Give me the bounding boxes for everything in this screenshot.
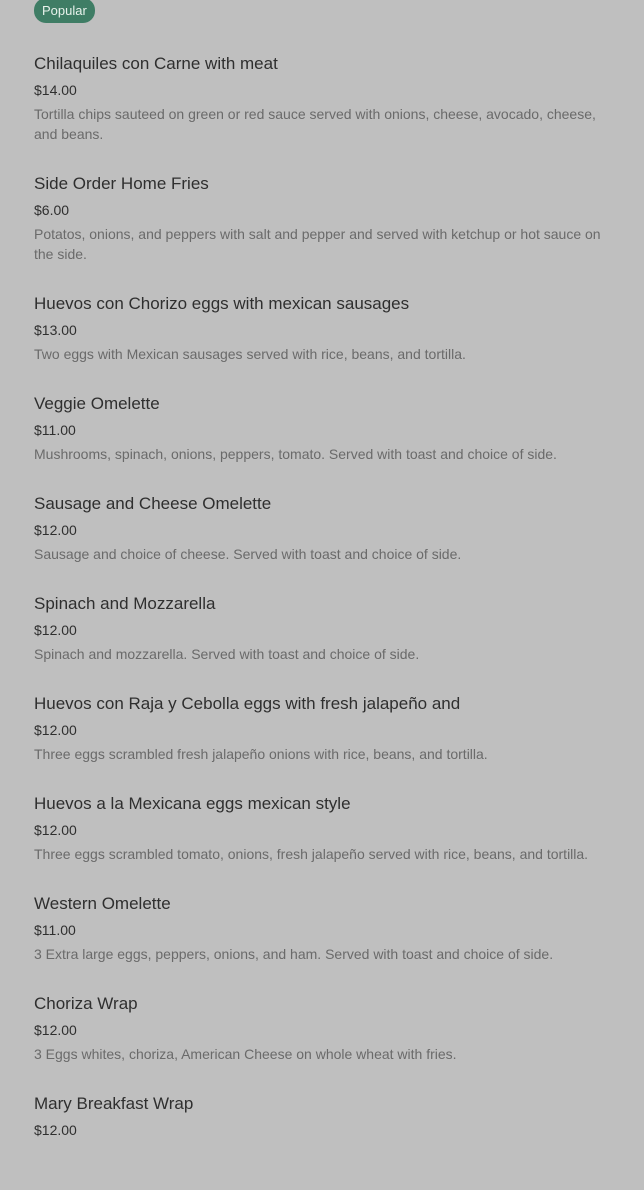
menu-item-chilaquiles[interactable]: [34, 50, 618, 170]
menu-item-price: $12.00: [34, 722, 77, 738]
menu-item-price: $12.00: [34, 1122, 77, 1138]
menu-item-name: Veggie Omelette: [34, 394, 160, 413]
menu-item-price: $11.00: [34, 922, 76, 938]
menu-item-veggie-omelette[interactable]: [34, 390, 618, 490]
menu-item-description: Mushrooms, spinach, onions, peppers, tomato. Served with toast and choice of side.: [34, 446, 557, 462]
menu-item-side-order-home-fries[interactable]: [34, 170, 618, 290]
menu-item-description: Three eggs scrambled tomato, onions, fresh jalapeño served with rice, beans, and tortilla.: [34, 846, 589, 862]
menu-item-name: Side Order Home Fries: [34, 174, 209, 193]
popular-badge: [34, 0, 95, 23]
menu-item-name: Spinach and Mozzarella: [34, 594, 216, 613]
menu-item-huevos-a-la-mexicana[interactable]: [34, 790, 618, 890]
menu-item-name: Huevos a la Mexicana eggs mexican style: [34, 794, 351, 813]
popular-badge-label: Popular: [42, 3, 87, 18]
menu-list: [34, 50, 618, 1190]
menu-item-huevos-con-chorizo[interactable]: [34, 290, 618, 390]
menu-item-name: Western Omelette: [34, 894, 171, 913]
menu-item-description: 3 Extra large eggs, peppers, onions, and ham. Served with toast and choice of side.: [34, 946, 554, 962]
menu-item-sausage-and-cheese-omelette[interactable]: [34, 490, 618, 590]
menu-item-price: $13.00: [34, 322, 77, 338]
menu-item-name: Huevos con Raja y Cebolla eggs with fresh jalapeño and: [34, 694, 461, 713]
menu-item-price: $12.00: [34, 522, 77, 538]
menu-item-price: $6.00: [34, 202, 70, 218]
menu-item-price: $14.00: [34, 82, 77, 98]
menu-item-description: Spinach and mozzarella. Served with toast and choice of side.: [34, 646, 420, 662]
menu-item-description: 3 Eggs whites, choriza, American Cheese on whole wheat with fries.: [34, 1046, 457, 1062]
menu-item-huevos-con-raja-y-cebolla[interactable]: [34, 690, 618, 790]
menu-item-mary-breakfast-wrap[interactable]: [34, 1090, 618, 1190]
menu-item-description: Sausage and choice of cheese. Served with toast and choice of side.: [34, 546, 462, 562]
menu-item-description: Potatos, onions, and peppers with salt and pepper and served with ketchup or hot sauce on the side.: [34, 226, 601, 262]
menu-item-name: Chilaquiles con Carne with meat: [34, 54, 278, 73]
menu-item-description: Three eggs scrambled fresh jalapeño onions with rice, beans, and tortilla.: [34, 746, 488, 762]
menu-item-western-omelette[interactable]: [34, 890, 618, 990]
menu-item-name: Choriza Wrap: [34, 994, 138, 1013]
menu-item-description: Two eggs with Mexican sausages served with rice, beans, and tortilla.: [34, 346, 466, 362]
menu-item-price: $12.00: [34, 1022, 77, 1038]
menu-item-name: Sausage and Cheese Omelette: [34, 494, 272, 513]
menu-item-name: Mary Breakfast Wrap: [34, 1094, 194, 1113]
menu-item-description: Tortilla chips sauteed on green or red sauce served with onions, cheese, avocado, cheese, and beans.: [34, 106, 596, 142]
menu-item-choriza-wrap[interactable]: [34, 990, 618, 1090]
menu-item-name: Huevos con Chorizo eggs with mexican sausages: [34, 294, 410, 313]
menu-item-price: $12.00: [34, 822, 77, 838]
menu-item-price: $11.00: [34, 422, 76, 438]
menu-item-price: $12.00: [34, 622, 77, 638]
menu-item-spinach-and-mozzarella[interactable]: [34, 590, 618, 690]
